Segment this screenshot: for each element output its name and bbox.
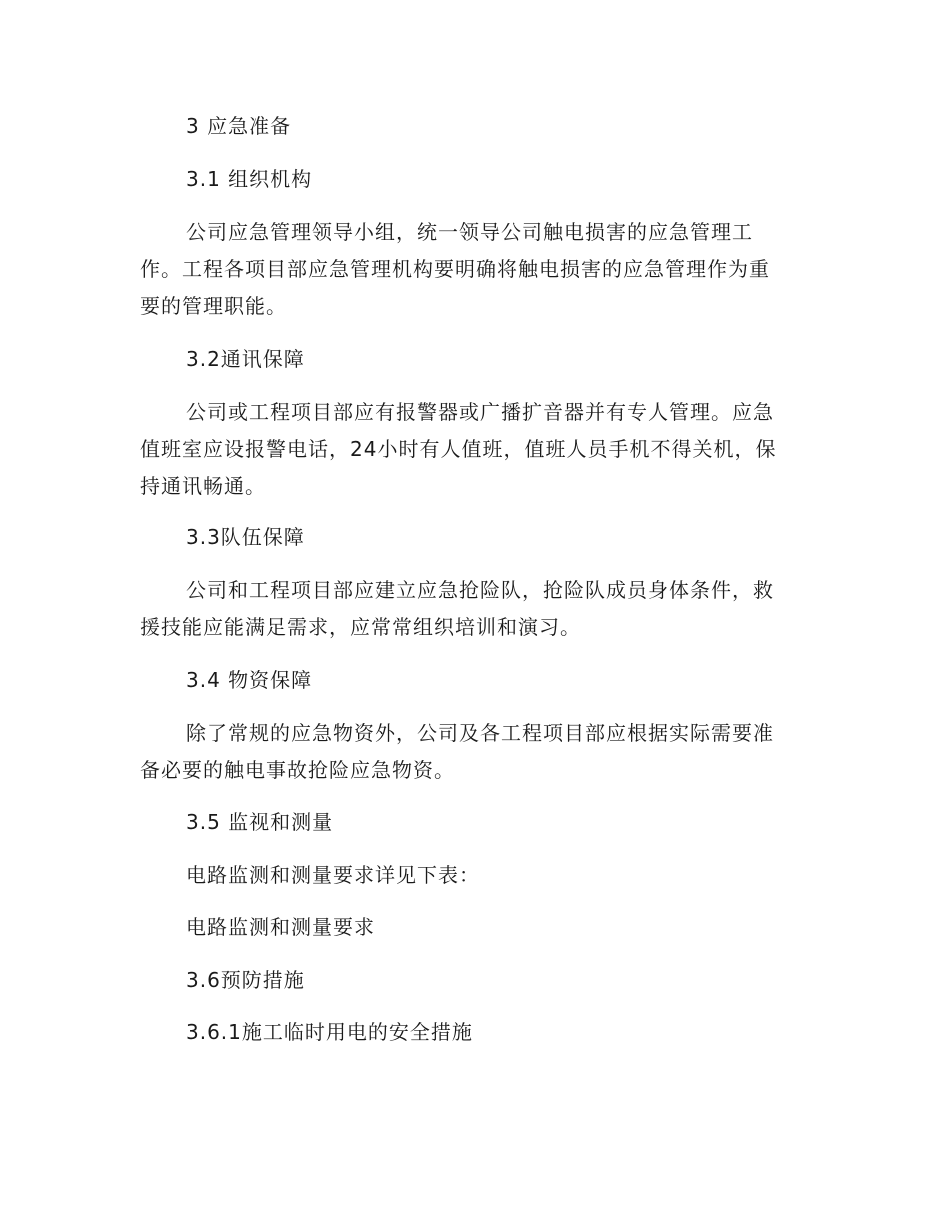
section-3-4-heading: 3.4 物资保障 — [186, 668, 313, 692]
paragraph-3-5-line-1: 电路监测和测量要求详见下表： — [186, 863, 480, 887]
paragraph-3-3-line-1: 公司和工程项目部应建立应急抢险队，抢险队成员身体条件，救 — [186, 578, 774, 602]
paragraph-3-1-line-2: 作。工程各项目部应急管理机构要明确将触电损害的应急管理作为重 — [140, 257, 770, 281]
paragraph-3-2-line-2: 值班室应设报警电话，24小时有人值班，值班人员手机不得关机，保 — [140, 437, 777, 461]
paragraph-3-1-line-1: 公司应急管理领导小组，统一领导公司触电损害的应急管理工 — [186, 220, 753, 244]
paragraph-3-1-line-3: 要的管理职能。 — [140, 294, 287, 318]
paragraph-3-2-line-3: 持通讯畅通。 — [140, 474, 266, 498]
section-3-6-1-heading: 3.6.1施工临时用电的安全措施 — [186, 1020, 473, 1044]
section-3-2-heading: 3.2通讯保障 — [186, 347, 305, 371]
section-3-3-heading: 3.3队伍保障 — [186, 525, 305, 549]
section-3-1-heading: 3.1 组织机构 — [186, 167, 313, 191]
section-3-5-heading: 3.5 监视和测量 — [186, 810, 334, 834]
table-caption: 电路监测和测量要求 — [186, 915, 375, 939]
section-3-heading: 3 应急准备 — [186, 114, 292, 138]
section-3-6-heading: 3.6预防措施 — [186, 968, 305, 992]
paragraph-3-3-line-2: 援技能应能满足需求，应常常组织培训和演习。 — [140, 615, 581, 639]
paragraph-3-2-line-1: 公司或工程项目部应有报警器或广播扩音器并有专人管理。应急 — [186, 400, 774, 424]
paragraph-3-4-line-2: 备必要的触电事故抢险应急物资。 — [140, 758, 455, 782]
paragraph-3-4-line-1: 除了常规的应急物资外，公司及各工程项目部应根据实际需要准 — [186, 721, 774, 745]
